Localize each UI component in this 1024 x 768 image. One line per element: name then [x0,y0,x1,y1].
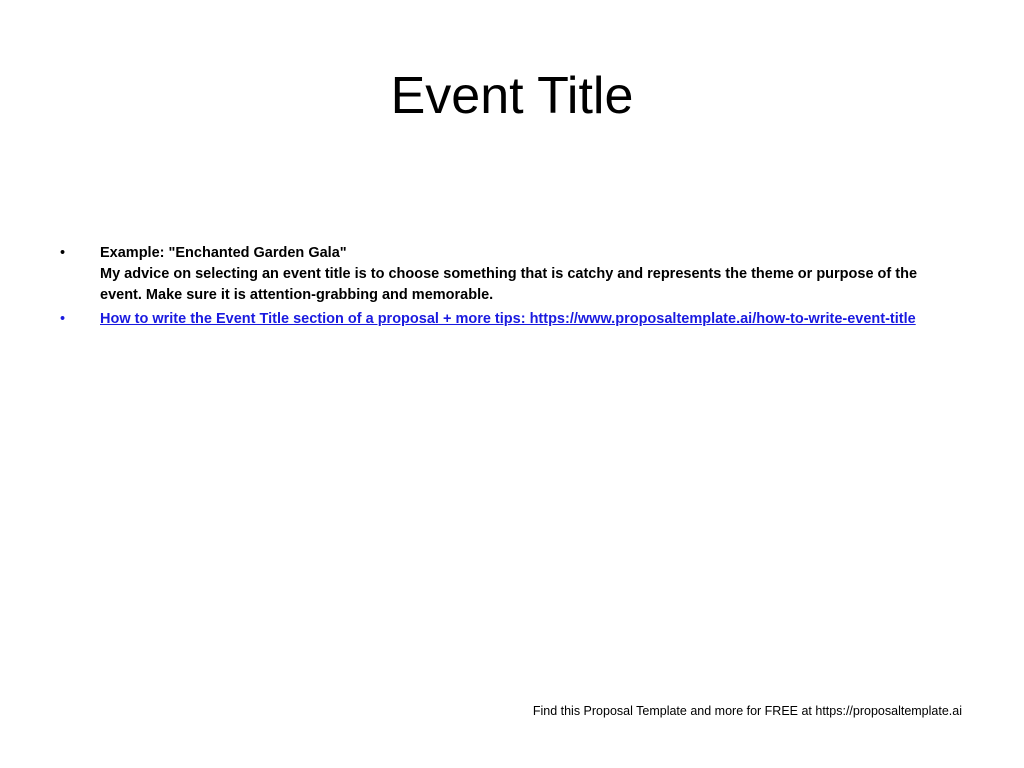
bullet-list [60,243,945,333]
slide-title: Event Title [390,67,634,125]
example-label: Example: "Enchanted Garden Gala" [100,245,347,261]
footer-text: Find this Proposal Template and more for FREE at https://proposaltemplate.ai [532,704,962,718]
bullet-item-link [60,309,945,330]
bullet-marker-icon: • [60,245,66,261]
advice-text: My advice on selecting an event title is to choose something that is catchy and represents the theme or purpose of the event. Make sure it is attention-grabbing and memorable. [100,266,918,303]
bullet-item-example [60,243,945,306]
tips-link[interactable]: How to write the Event Title section of a proposal + more tips: https://www.proposaltemplate.ai/how-to-write-event-title [100,311,916,327]
bullet-marker-icon: • [60,311,66,327]
